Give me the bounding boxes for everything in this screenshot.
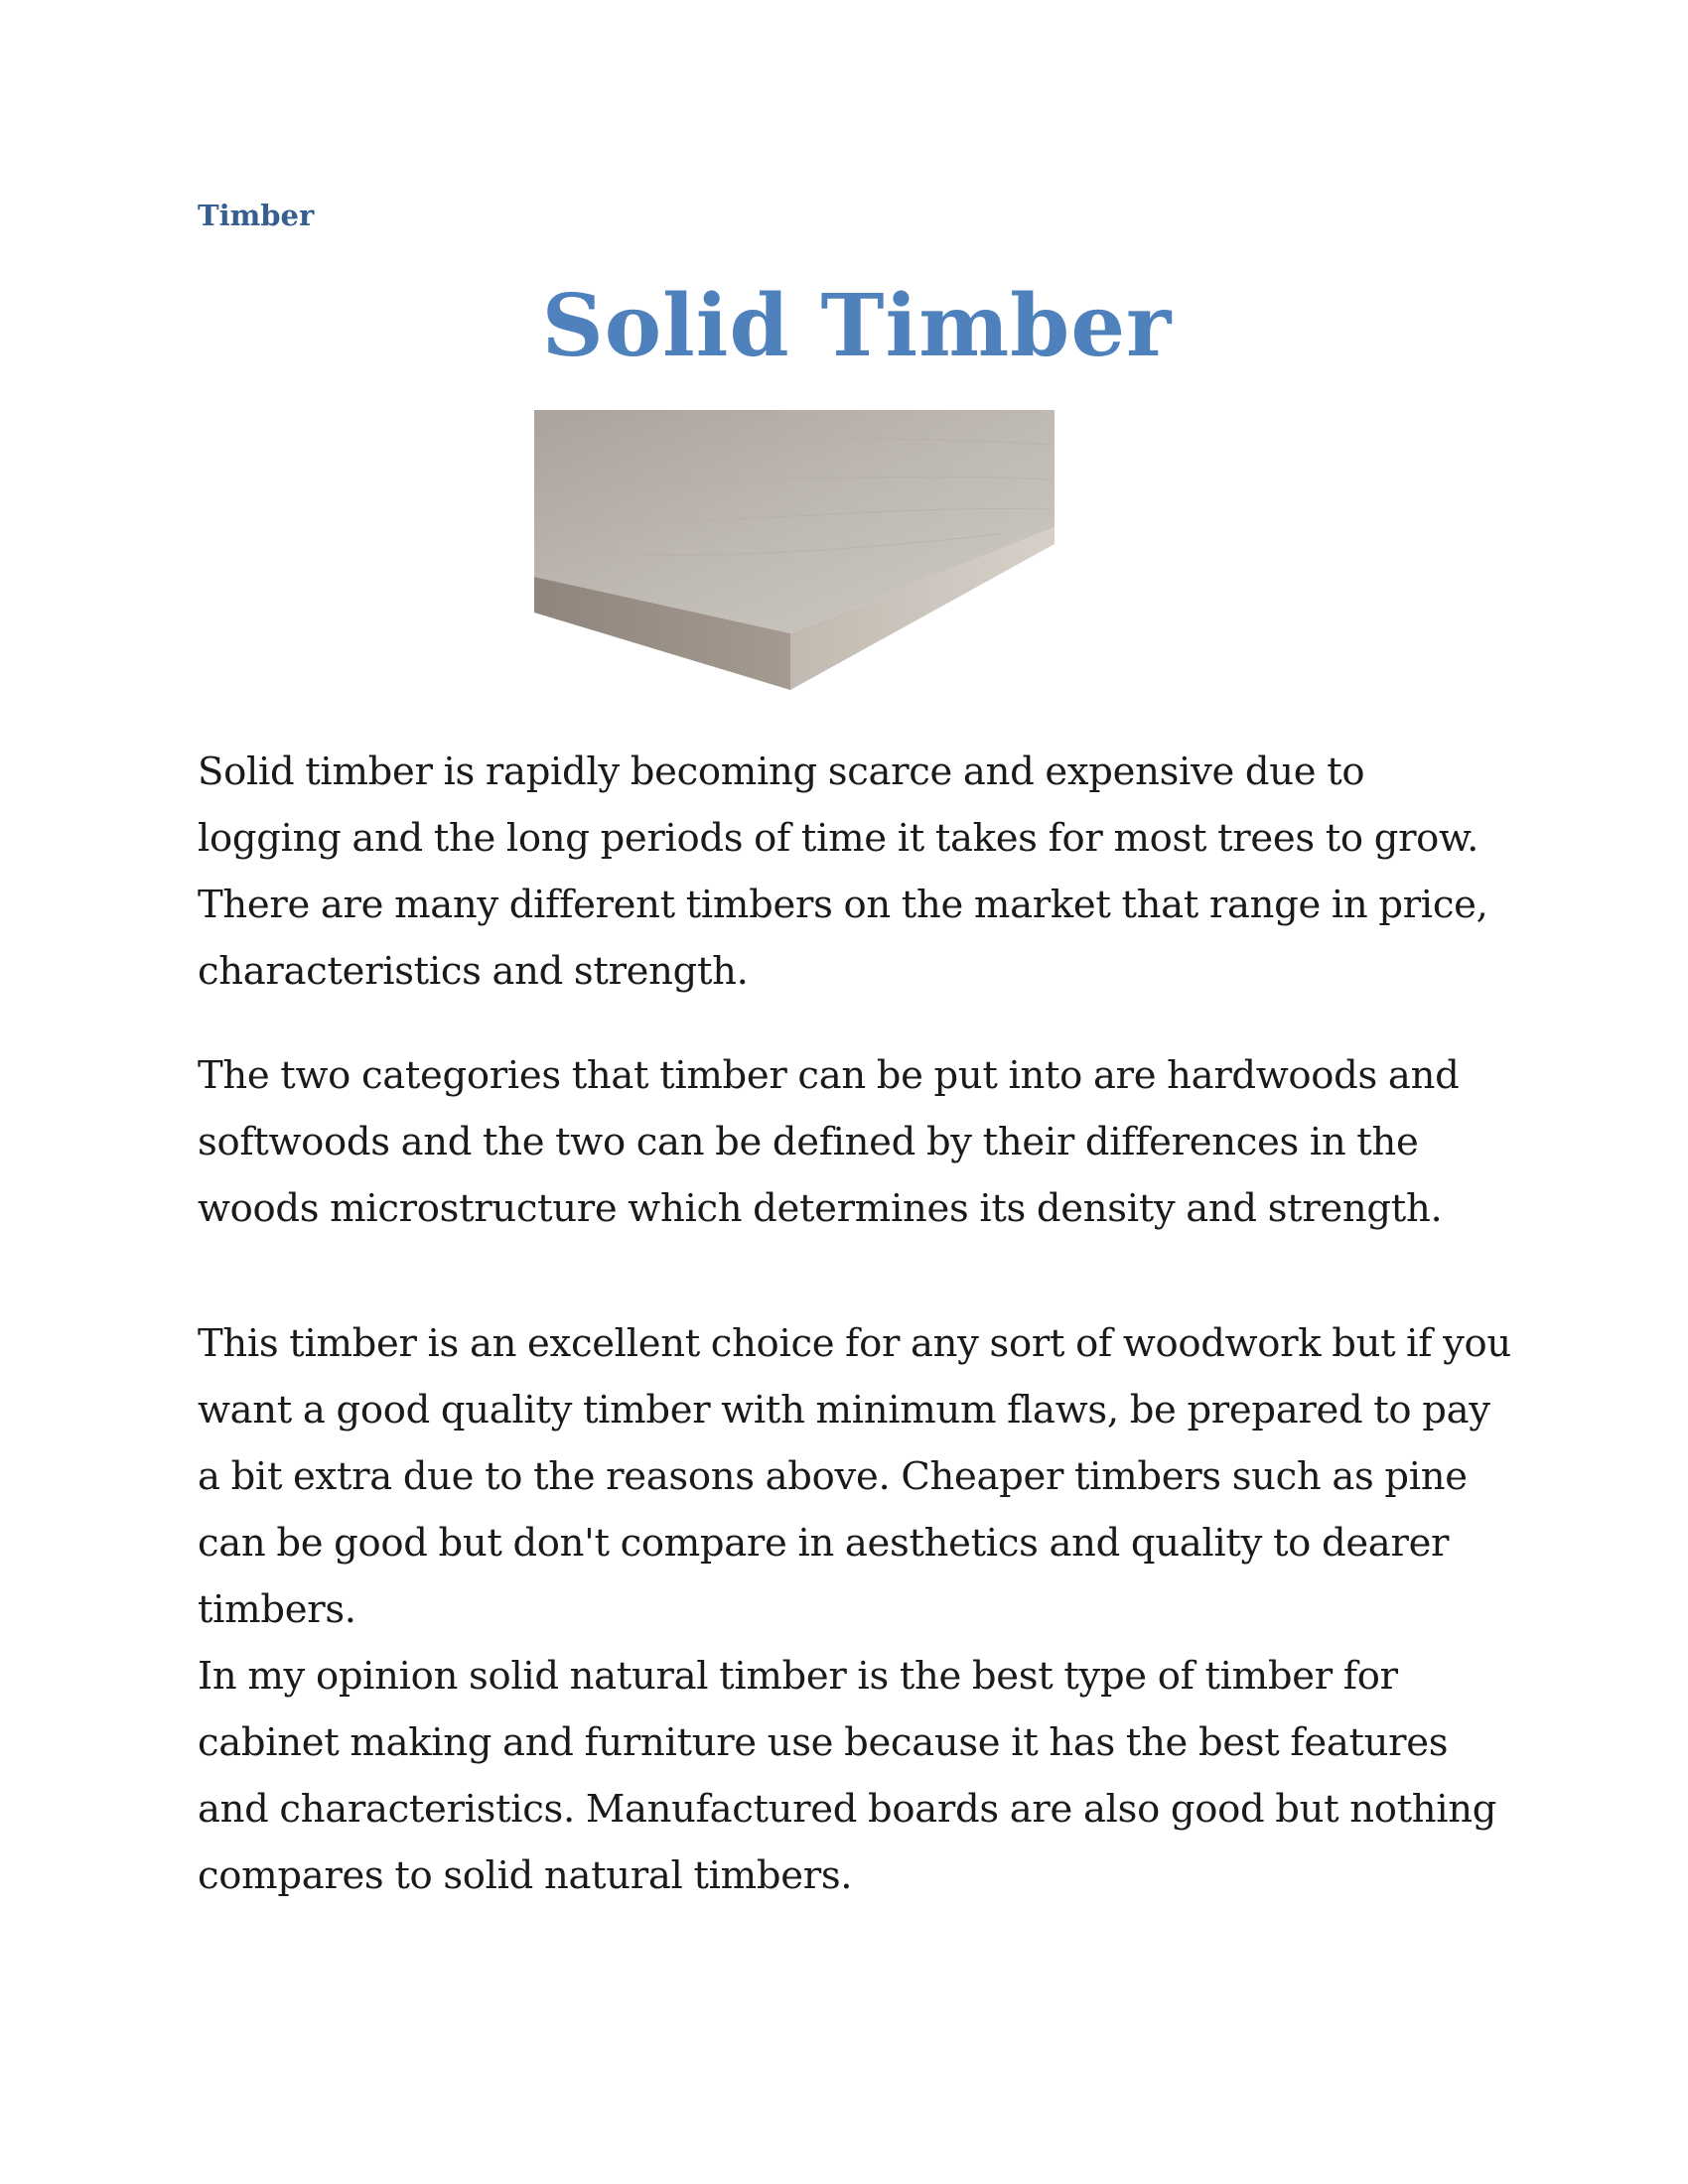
paragraph-2: The two categories that timber can be put into are hardwoods and softwoods and the two can be defined by their differences in the woods microstructure which determines its density and strength. [198, 1053, 1460, 1231]
page-title: Solid Timber [541, 276, 1173, 376]
paragraph-4: In my opinion solid natural timber is the best type of timber for cabinet making and furniture use because it has the best features and characteristics. Manufactured boards are also good but nothing compares to solid natural timbers. [198, 1654, 1497, 1898]
page-header: Timber [198, 199, 315, 232]
timber-board-illustration [534, 410, 1055, 690]
paragraph-1: Solid timber is rapidly becoming scarce and expensive due to logging and the long periods of time it takes for most trees to grow. There are many different timbers on the market that range in price, characteristics and strength. [198, 750, 1488, 994]
solid-timber-image [534, 410, 1055, 690]
paragraph-3: This timber is an excellent choice for any sort of woodwork but if you want a good quality timber with minimum flaws, be prepared to pay a bit extra due to the reasons above. Cheaper timbers such as pine can be good but don't compare in aesthetics and quality to dearer timbers. [198, 1321, 1511, 1632]
